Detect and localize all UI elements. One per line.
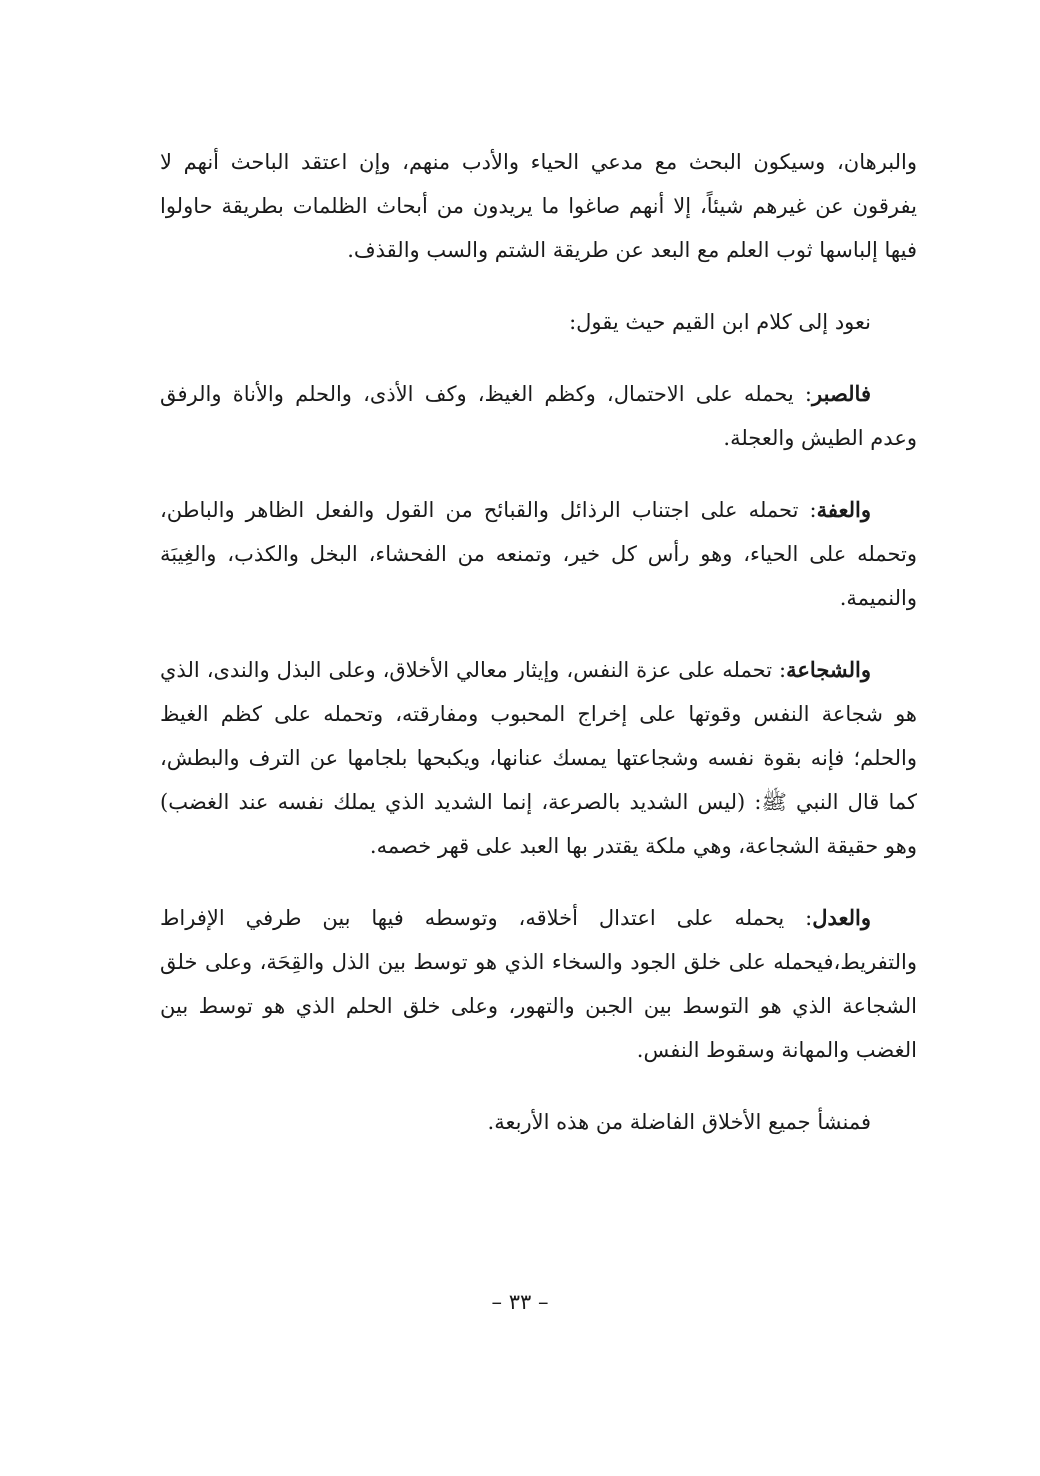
paragraph-lead-term: فالصبر xyxy=(812,381,871,406)
paragraph-patience xyxy=(160,372,917,460)
paragraph-lead-term: والشجاعة xyxy=(786,657,871,682)
paragraph-lead-term: والعفة xyxy=(816,497,871,522)
paragraph-lead-term: والعدل xyxy=(812,905,871,930)
page-number: – ٣٣ – xyxy=(491,1290,549,1314)
paragraph-courage xyxy=(160,648,917,868)
paragraph-ibn-qayyim-quote-intro xyxy=(160,300,917,344)
page-body xyxy=(160,140,917,1172)
paragraph-text: نعود إلى كلام ابن القيم حيث يقول: xyxy=(569,310,871,334)
paragraph-text: : يحمله على الاحتمال، وكظم الغيظ، وكف الأذى، والحلم والأناة والرفق وعدم الطيش والعجلة. xyxy=(160,382,917,450)
paragraph-text: : يحمله على اعتدال أخلاقه، وتوسطه فيها بين طرفي الإفراط والتفريط،فيحمله على خلق الجود والسخاء الذي هو توسط بين الذل والقِحَة، وعلى خلق الشجاعة الذي هو التوسط بين الجبن والتهور، وعلى خلق الحلم الذي هو توسط بين الغضب والمهانة وسقوط النفس. xyxy=(160,906,917,1062)
paragraph-conclusion xyxy=(160,1100,917,1144)
paragraph-justice xyxy=(160,896,917,1072)
paragraph-text: والبرهان، وسيكون البحث مع مدعي الحياء والأدب منهم، وإن اعتقد الباحث أنهم لا يفرقون عن غيرهم شيئاً، إلا أنهم صاغوا ما يريدون من أبحاث الظلمات بطريقة حاولوا فيها إلباسها ثوب العلم مع البعد عن طريقة الشتم والسب والقذف. xyxy=(160,150,917,262)
paragraph-text: : تحمله على عزة النفس، وإيثار معالي الأخلاق، وعلى البذل والندى، الذي هو شجاعة النفس وقوتها على إخراج المحبوب ومفارقته، وتحمله على كظم الغيظ والحلم؛ فإنه بقوة نفسه وشجاعتها يمسك عنانها، ويكبحها بلجامها عن الترف والبطش، كما قال النبي ﷺ: (ليس الشديد بالصرعة، إنما الشديد الذي يملك نفسه عند الغضب) وهو حقيقة الشجاعة، وهي ملكة يقتدر بها العبد على قهر خصمه. xyxy=(160,658,917,858)
paragraph-intro xyxy=(160,140,917,272)
paragraph-text: فمنشأ جميع الأخلاق الفاضلة من هذه الأربعة. xyxy=(487,1110,871,1134)
paragraph-chastity xyxy=(160,488,917,620)
paragraph-text: : تحمله على اجتناب الرذائل والقبائح من القول والفعل الظاهر والباطن، وتحمله على الحياء، وهو رأس كل خير، وتمنعه من الفحشاء، البخل والكذب، والغِيبَة والنميمة. xyxy=(160,498,917,610)
